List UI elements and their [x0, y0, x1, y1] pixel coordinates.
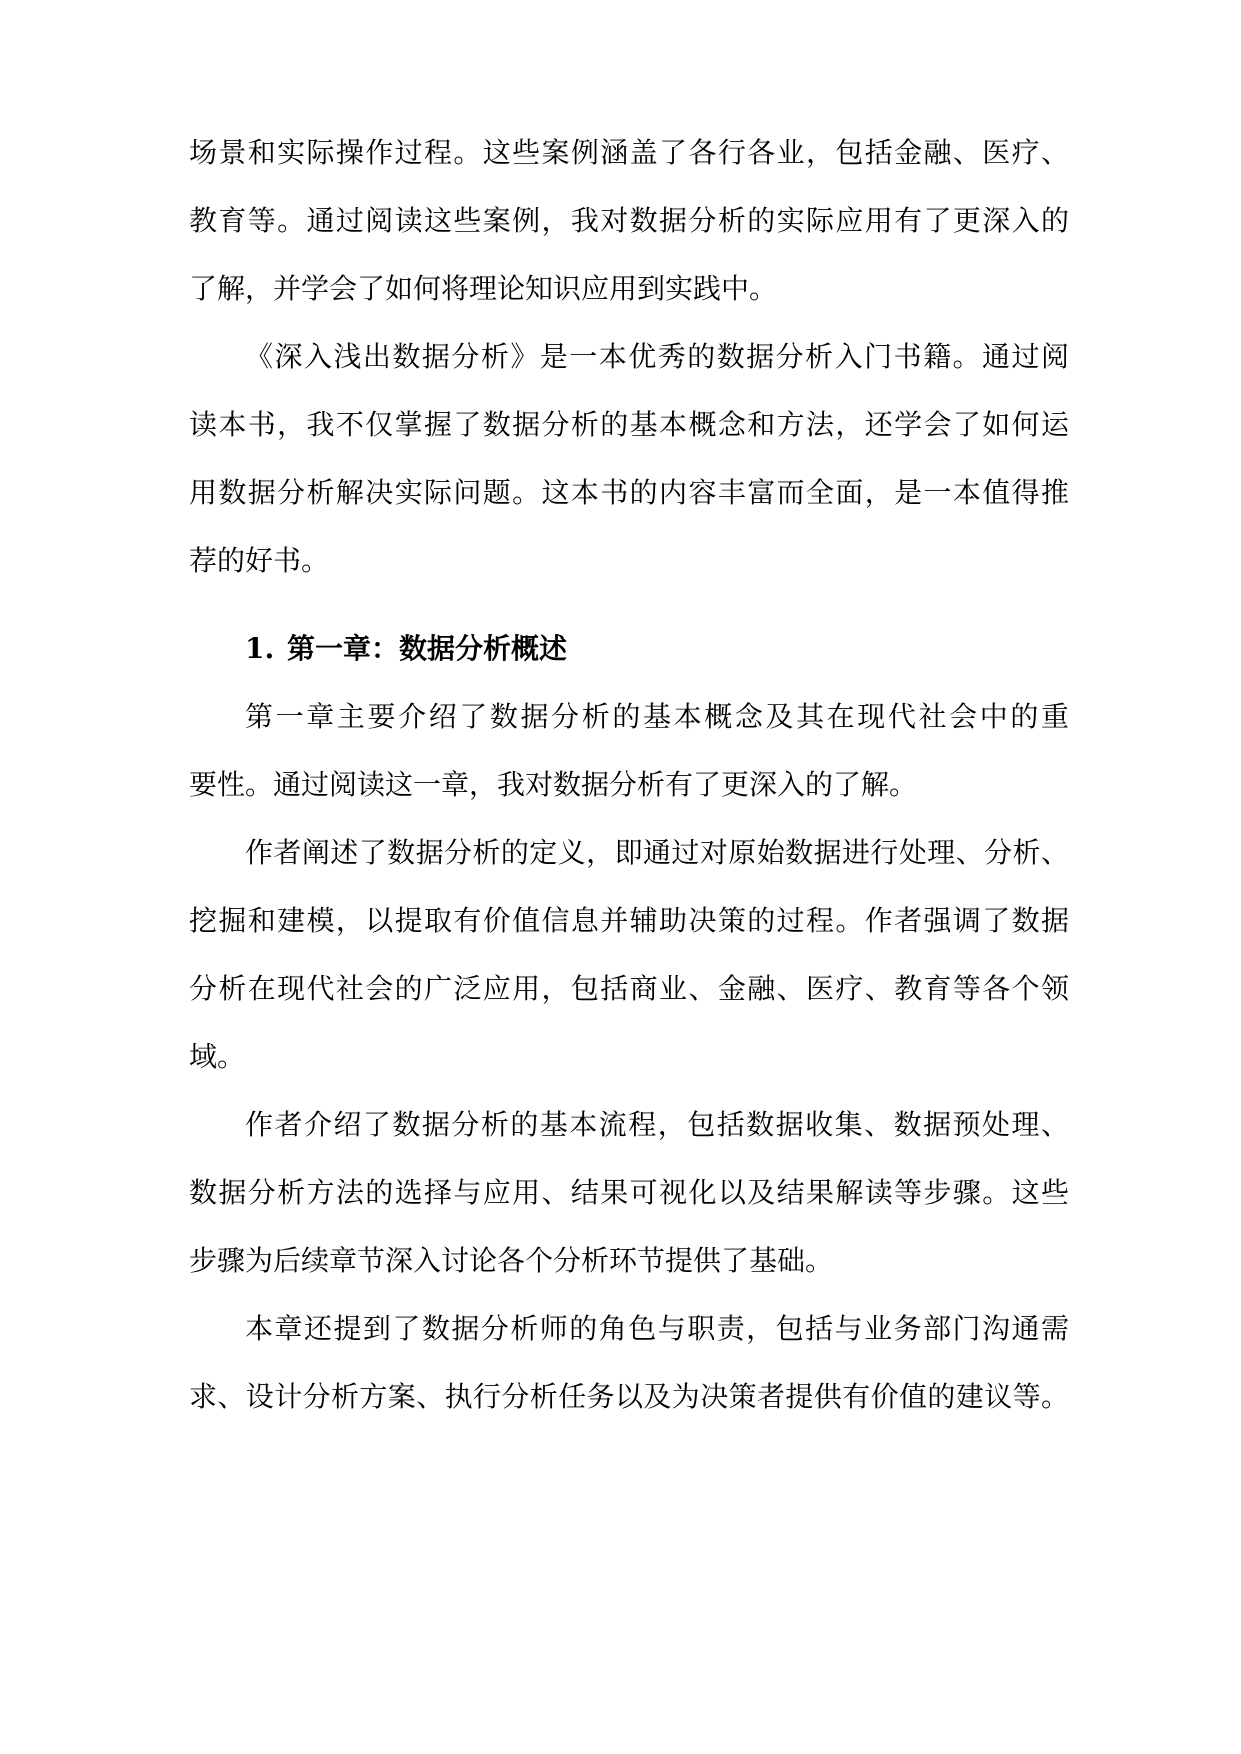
text-line: 场景和实际操作过程。这些案例涵盖了各行各业，包括金融、医疗、: [189, 136, 1069, 169]
text-line: 第一章主要介绍了数据分析的基本概念及其在现代社会中的重: [245, 700, 1069, 733]
section-heading: [245, 629, 1069, 669]
text-line: 挖掘和建模，以提取有价值信息并辅助决策的过程。作者强调了数据: [189, 904, 1069, 937]
heading-number: 1.: [245, 632, 275, 665]
text-line: 《深入浅出数据分析》是一本优秀的数据分析入门书籍。通过阅: [245, 340, 1069, 373]
text-line: 求、设计分析方案、执行分析任务以及为决策者提供有价值的建议等。: [189, 1380, 1069, 1413]
text-line: 作者介绍了数据分析的基本流程，包括数据收集、数据预处理、: [245, 1108, 1069, 1141]
text-line: 用数据分析解决实际问题。这本书的内容丰富而全面，是一本值得推: [189, 476, 1069, 509]
text-line: 步骤为后续章节深入讨论各个分析环节提供了基础。: [189, 1244, 834, 1277]
text-line: 荐的好书。: [189, 544, 330, 577]
text-line: 了解，并学会了如何将理论知识应用到实践中。: [189, 272, 778, 305]
text-line: 作者阐述了数据分析的定义，即通过对原始数据进行处理、分析、: [245, 836, 1069, 869]
text-line: 读本书，我不仅掌握了数据分析的基本概念和方法，还学会了如何运: [189, 408, 1069, 441]
heading-title: 第一章：数据分析概述: [287, 632, 568, 665]
text-line: 本章还提到了数据分析师的角色与职责，包括与业务部门沟通需: [245, 1312, 1069, 1345]
text-line: 域。: [189, 1040, 246, 1073]
text-line: 教育等。通过阅读这些案例，我对数据分析的实际应用有了更深入的: [189, 204, 1069, 237]
text-line: 分析在现代社会的广泛应用，包括商业、金融、医疗、教育等各个领: [189, 972, 1069, 1005]
text-line: 要性。通过阅读这一章，我对数据分析有了更深入的了解。: [189, 768, 918, 801]
text-line: 数据分析方法的选择与应用、结果可视化以及结果解读等步骤。这些: [189, 1176, 1069, 1209]
